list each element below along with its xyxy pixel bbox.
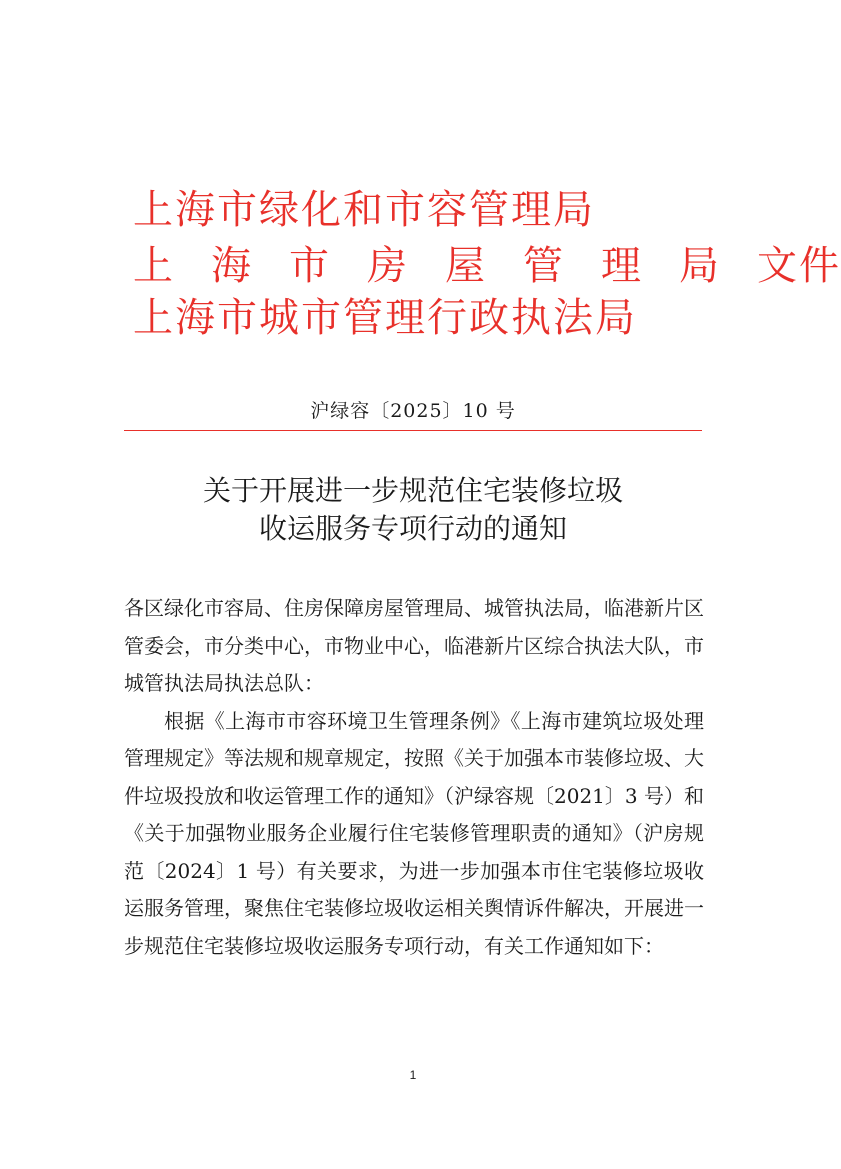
header-line-housing-bureau [133, 243, 841, 289]
addressees-paragraph: 各区绿化市容局、住房保障房屋管理局、城管执法局，临港新片区管委会，市分类中心，市物业中心，临港新片区综合执法大队，市城管执法局执法总队： [124, 596, 704, 695]
document-title [0, 472, 826, 548]
red-divider-line [124, 430, 702, 431]
document-number: 沪绿容〔2025〕10 号 [310, 400, 516, 422]
body-paragraph: 根据《上海市市容环境卫生管理条例》《上海市建筑垃圾处理管理规定》等法规和规章规定，按照《关于加强本市装修垃圾、大件垃圾投放和收运管理工作的通知》（沪绿容规〔2021〕3 号）和《关于加强物业服务企业履行住宅装修管理职责的通知》（沪房规范〔2024〕1 号）有关要求，为进一步加强本市住宅装修垃圾收运服务管理，聚焦住宅装修垃圾收运相关舆情诉件解决，开展进一步规范住宅装修垃圾收运服务专项行动，有关工作通知如下： [124, 708, 704, 958]
document-body [124, 590, 704, 965]
header-line-enforcement-bureau: 上海市城市管理行政执法局 [133, 295, 637, 341]
header-line-greening-bureau: 上海市绿化和市容管理局 [133, 187, 595, 233]
title-line-2: 收运服务专项行动的通知 [258, 512, 567, 545]
header-housing-bureau-name: 上海市房屋管理局 [133, 243, 757, 289]
header-document-suffix: 文件 [757, 243, 841, 289]
page-number: 1 [409, 1068, 417, 1082]
title-line-1: 关于开展进一步规范住宅装修垃圾 [202, 474, 623, 507]
